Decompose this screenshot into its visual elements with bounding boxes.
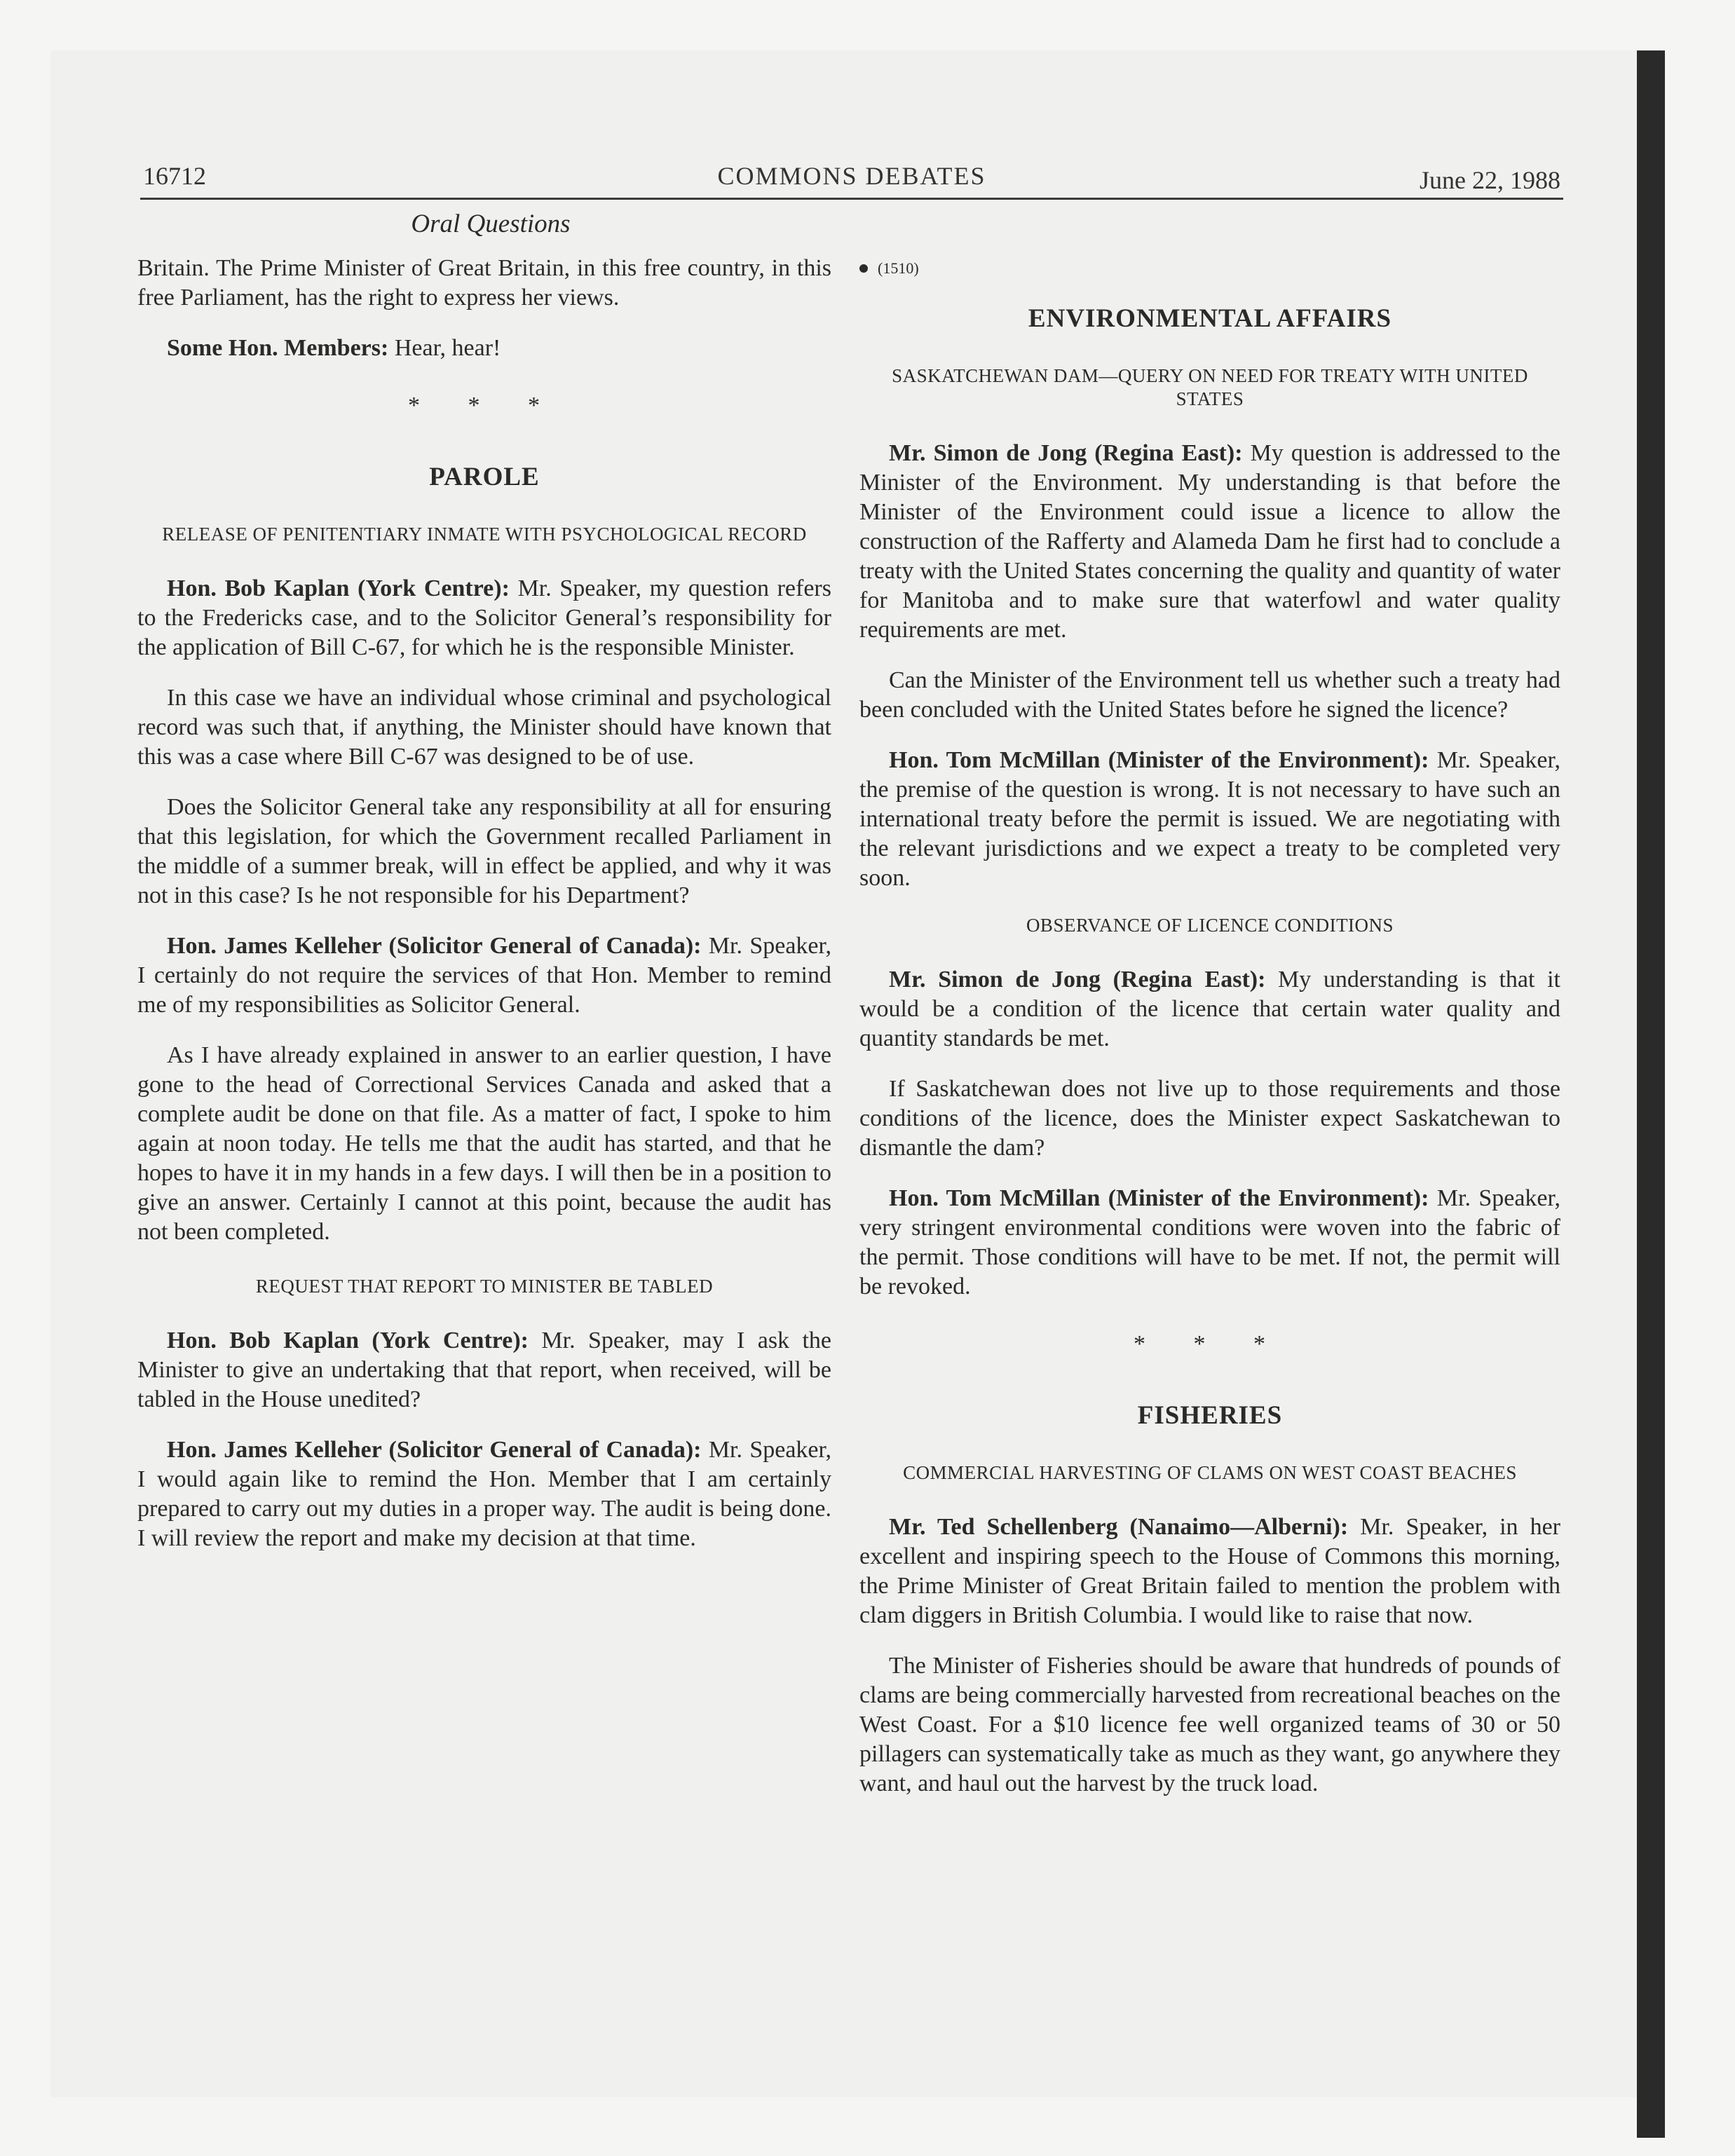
speech-text: Mr. Speaker, in her excellent and inspiring speech to the House of Commons this morning, the Prime Minister of Great Britain failed to mention the problem with clam diggers in British Columbia. I would like to raise that now. bbox=[859, 1514, 1560, 1628]
speech-text: Mr. Speaker, may I ask the Minister to give an undertaking that that report, when received, will be tabled in the House unedited? bbox=[137, 1328, 831, 1412]
subsection-heading: SASKATCHEWAN DAM—QUERY ON NEED FOR TREATY WITH UNITED STATES bbox=[892, 365, 1528, 409]
paragraph bbox=[137, 1435, 831, 1553]
speech-text: Hear, hear! bbox=[388, 335, 501, 361]
section-separator: * * * bbox=[1134, 1331, 1286, 1357]
paragraph: If Saskatchewan does not live up to those requirements and those conditions of the licence, does the Minister expect Saskatchewan to dismantle the dam? bbox=[859, 1076, 1560, 1161]
speech-text: Mr. Speaker, I certainly do not require the services of that Hon. Member to remind me of my responsibilities as Solicitor General. bbox=[137, 933, 831, 1018]
paragraph bbox=[137, 932, 831, 1020]
section-heading: PAROLE bbox=[429, 463, 540, 491]
paragraph: Can the Minister of the Environment tell us whether such a treaty had been concluded with the United States before he signed the licence? bbox=[859, 667, 1560, 723]
subsection-heading: COMMERCIAL HARVESTING OF CLAMS ON WEST COAST BEACHES bbox=[903, 1462, 1517, 1483]
subsection-heading: OBSERVANCE OF LICENCE CONDITIONS bbox=[1026, 915, 1394, 936]
subsection-heading: RELEASE OF PENITENTIARY INMATE WITH PSYCHOLOGICAL RECORD bbox=[162, 524, 807, 545]
paragraph bbox=[859, 1513, 1560, 1630]
paragraph bbox=[859, 439, 1560, 645]
speech-text: My question is addressed to the Minister of the Environment. My understanding is that before the Minister of the Environment could issue a licence to allow the construction of the Rafferty and Alameda Dam he first had to conclude a treaty with the United States concerning the quality and quantity of water for Manitoba and to make sure that waterfowl and water quality requirements are met. bbox=[859, 440, 1560, 643]
paragraph bbox=[859, 746, 1560, 893]
section-separator: * * * bbox=[408, 393, 561, 418]
paragraph: As I have already explained in answer to an earlier question, I have gone to the head of Correctional Services Canada and asked that a complete audit be done on that file. As a matter of fact, I spoke to him again at noon today. He tells me that the audit has started, and that he hopes to have it in my hands in a few days. I will then be in a position to give an answer. Certainly I cannot at this point, because the audit has not been completed. bbox=[137, 1042, 831, 1245]
running-section-title: Oral Questions bbox=[411, 210, 571, 238]
paragraph bbox=[859, 1184, 1560, 1302]
speech-text: Mr. Speaker, my question refers to the Fredericks case, and to the Solicitor General’s responsibility for the application of Bill C-67, for which he is the responsible Minister. bbox=[137, 575, 831, 660]
bullet-icon bbox=[859, 264, 868, 273]
left-column bbox=[137, 254, 831, 1574]
paragraph bbox=[137, 574, 831, 662]
section-heading: FISHERIES bbox=[1137, 1401, 1283, 1430]
speaker-name: Mr. Simon de Jong (Regina East): bbox=[889, 440, 1243, 466]
section-heading: ENVIRONMENTAL AFFAIRS bbox=[1028, 304, 1392, 333]
speech-text: My understanding is that it would be a condition of the licence that certain water quality and quantity standards be met. bbox=[859, 967, 1560, 1051]
speaker-name: Mr. Simon de Jong (Regina East): bbox=[889, 967, 1266, 992]
speaker-name: Hon. Bob Kaplan (York Centre): bbox=[167, 575, 510, 601]
paragraph bbox=[137, 334, 831, 363]
timestamp-text: (1510) bbox=[878, 259, 919, 277]
speaker-name: Hon. James Kelleher (Solicitor General of Canada): bbox=[167, 1437, 702, 1463]
speaker-name: Hon. James Kelleher (Solicitor General of Canada): bbox=[167, 933, 702, 959]
speaker-name: Some Hon. Members: bbox=[167, 335, 389, 361]
page-number: 16712 bbox=[143, 162, 206, 190]
timestamp bbox=[859, 254, 1560, 283]
subsection-heading: REQUEST THAT REPORT TO MINISTER BE TABLED bbox=[255, 1276, 714, 1297]
paragraph bbox=[859, 965, 1560, 1053]
speaker-name: Hon. Tom McMillan (Minister of the Environment): bbox=[889, 747, 1429, 773]
scan-edge-bar bbox=[1637, 50, 1665, 2138]
speech-text: Mr. Speaker, I would again like to remind the Hon. Member that I am certainly prepared to carry out my duties in a proper way. The audit is being done. I will review the report and make my decision at that time. bbox=[137, 1437, 831, 1551]
speaker-name: Mr. Ted Schellenberg (Nanaimo—Alberni): bbox=[889, 1514, 1349, 1540]
publication-date: June 22, 1988 bbox=[1420, 166, 1560, 194]
paragraph: The Minister of Fisheries should be aware that hundreds of pounds of clams are being commercially harvested from recreational beaches on the West Coast. For a $10 licence fee well organized teams of 30 or 50 pillagers can systematically take as much as they want, go anywhere they want, and haul out the harvest by the truck load. bbox=[859, 1653, 1560, 1796]
page-header bbox=[140, 161, 1563, 200]
paragraph: In this case we have an individual whose criminal and psychological record was such that, if anything, the Minister should have known that this was a case where Bill C-67 was designed to be of use. bbox=[137, 685, 831, 770]
publication-title: COMMONS DEBATES bbox=[717, 162, 986, 190]
right-column bbox=[859, 254, 1560, 1820]
speaker-name: Hon. Tom McMillan (Minister of the Environment): bbox=[889, 1185, 1429, 1211]
paragraph bbox=[137, 1326, 831, 1414]
speech-text: Mr. Speaker, the premise of the question is wrong. It is not necessary to have such an international treaty before the permit is issued. We are negotiating with the relevant jurisdictions and we expect a treaty to be completed very soon. bbox=[859, 747, 1560, 891]
paragraph: Britain. The Prime Minister of Great Britain, in this free country, in this free Parliament, has the right to express her views. bbox=[137, 255, 831, 311]
speaker-name: Hon. Bob Kaplan (York Centre): bbox=[167, 1328, 529, 1353]
paragraph: Does the Solicitor General take any responsibility at all for ensuring that this legislation, for which the Government recalled Parliament in the middle of a summer break, will in effect be applied, and why it was not in this case? Is he not responsible for his Department? bbox=[137, 794, 831, 908]
speech-text: Mr. Speaker, very stringent environmental conditions were woven into the fabric of the permit. Those conditions will have to be met. If not, the permit will be revoked. bbox=[859, 1185, 1560, 1299]
